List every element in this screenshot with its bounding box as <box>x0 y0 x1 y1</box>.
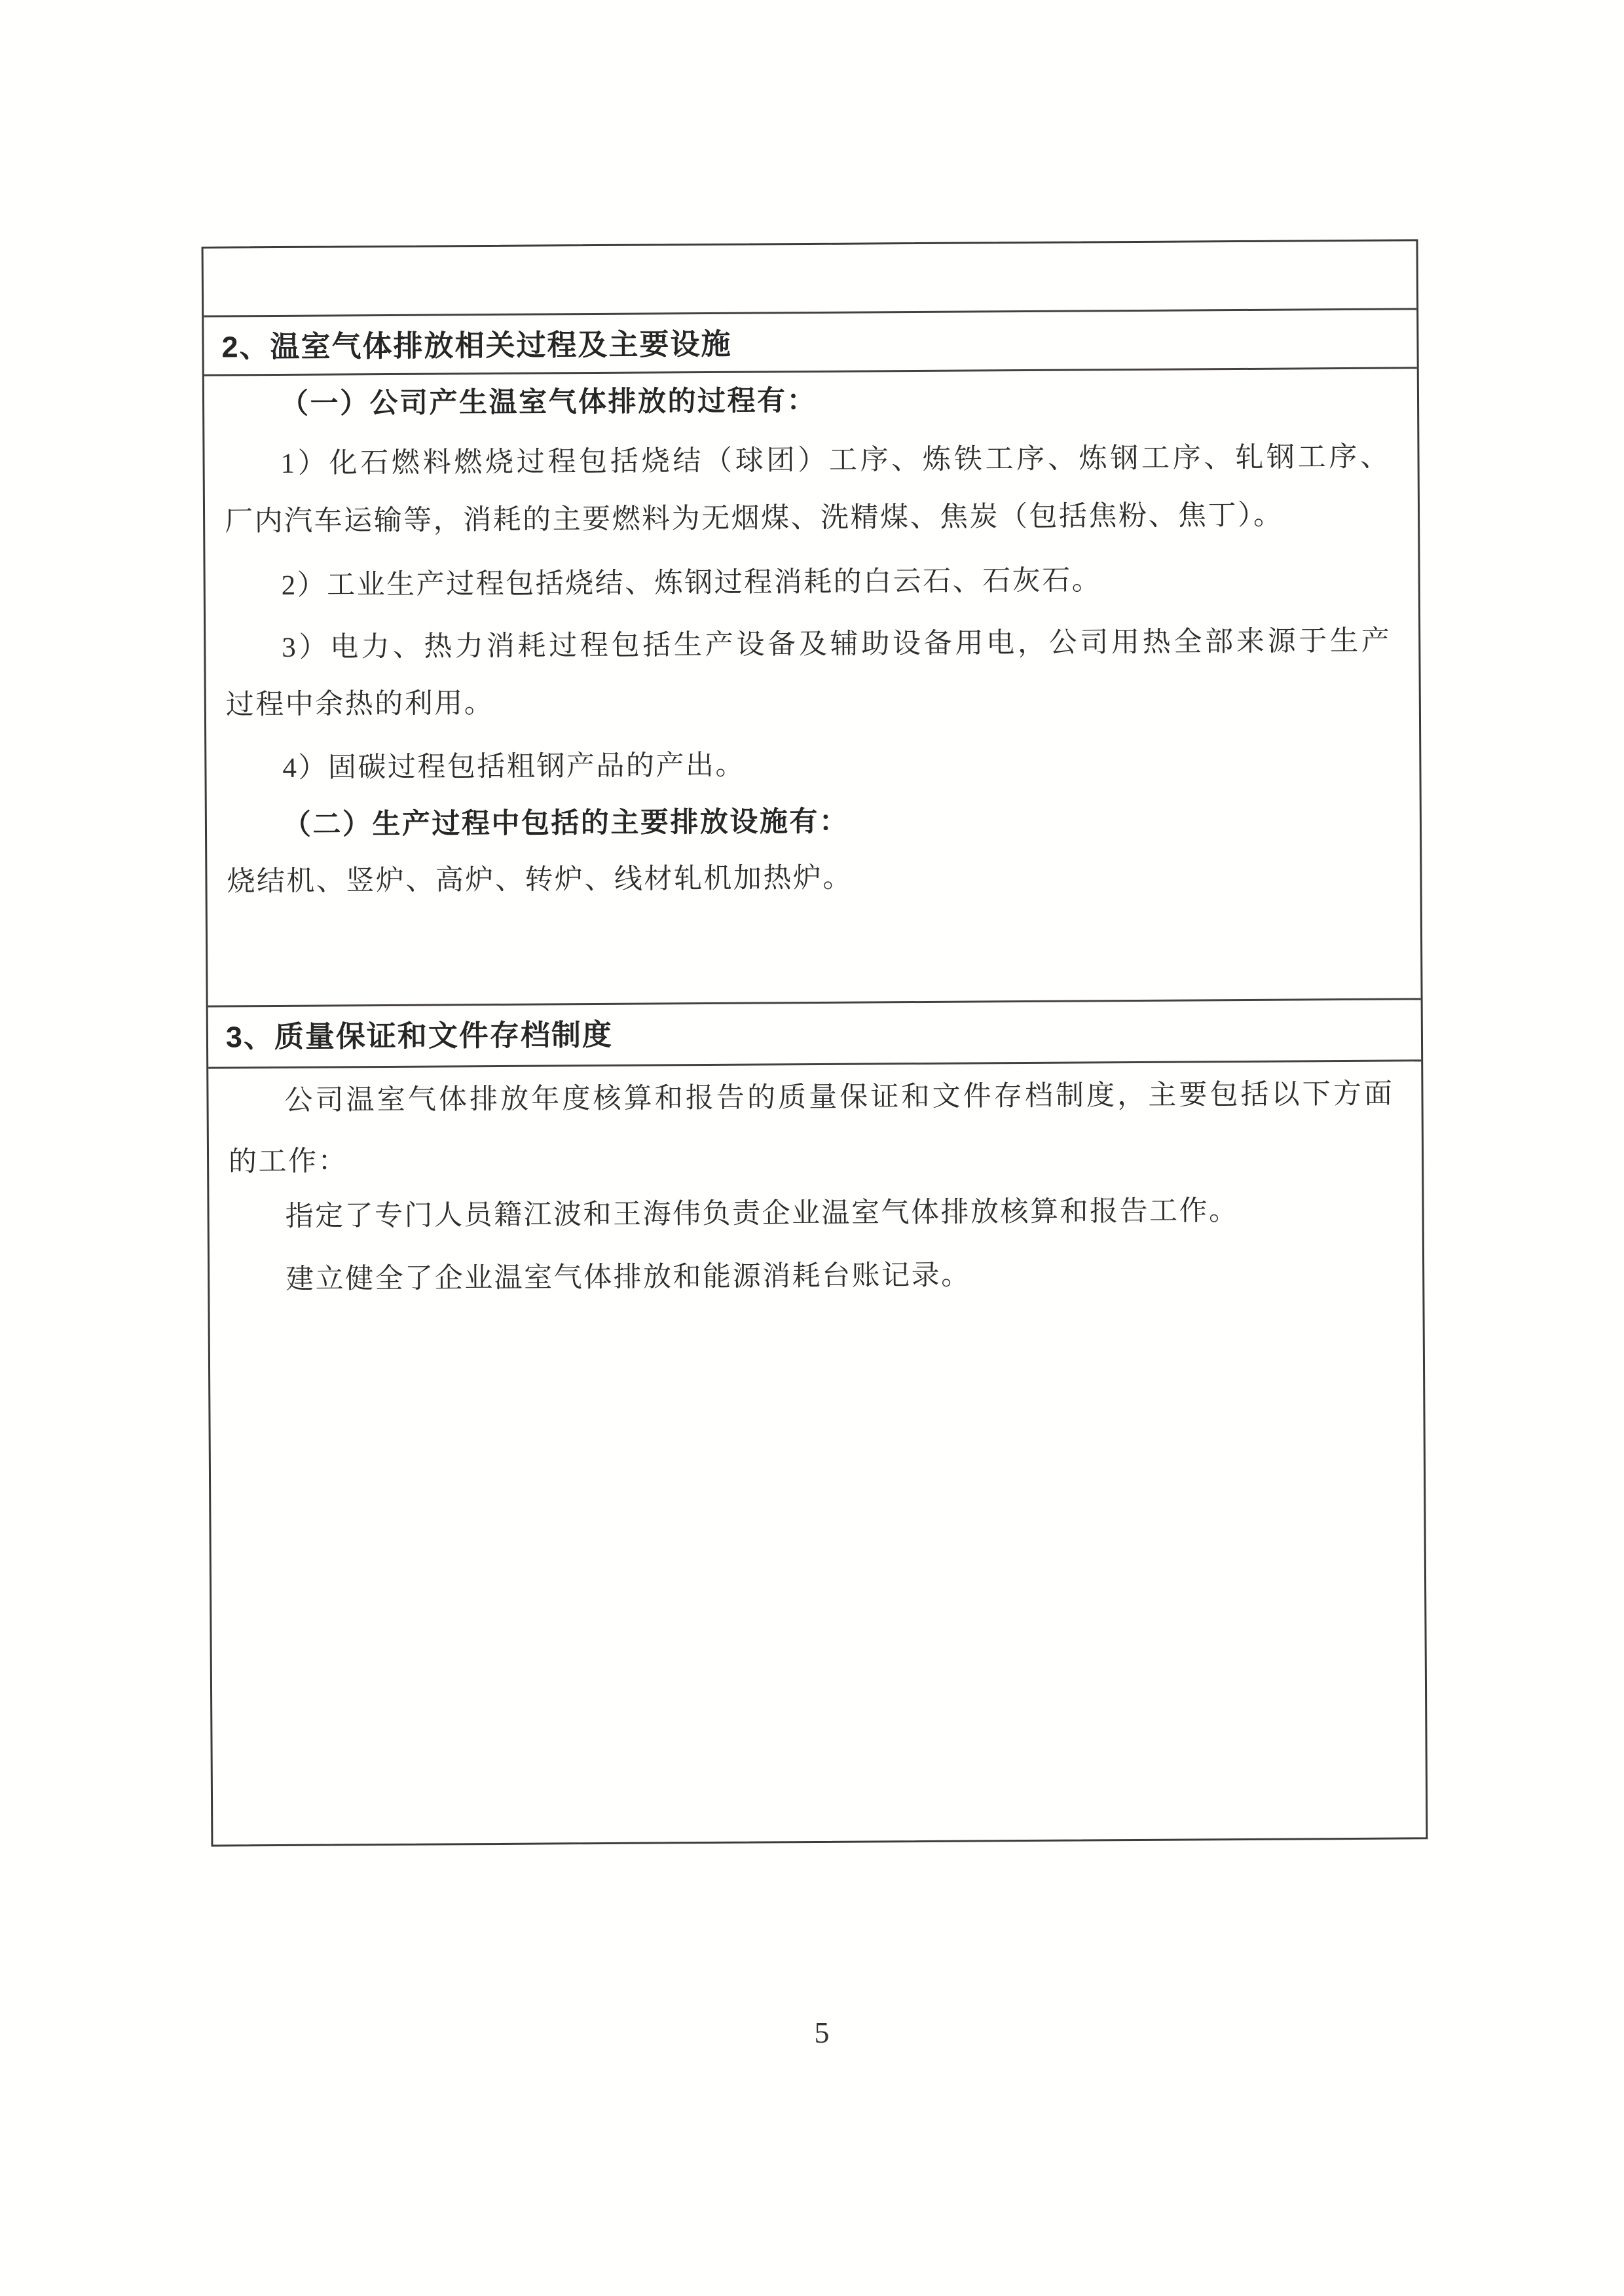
content-line: 指定了专门人员籍江波和王海伟负责企业温室气体排放核算和报告工作。 <box>285 1195 1239 1232</box>
content-line: （一）公司产生温室气体排放的过程有： <box>280 384 817 420</box>
page-number: 5 <box>814 2016 830 2049</box>
content-line: 建立健全了企业温室气体排放和能源消耗台账记录。 <box>286 1260 971 1295</box>
content-line: 3）电力、热力消耗过程包括生产设备及辅助设备用电，公司用热全部来源于生产 <box>282 625 1392 663</box>
section2-title: 2、温室气体排放相关过程及主要设施 <box>221 327 732 364</box>
content-line: 4）固碳过程包括粗钢产品的产出。 <box>282 750 746 784</box>
section2-content-cell <box>204 367 1421 1005</box>
content-line: 的工作： <box>228 1146 348 1178</box>
content-line: 1）化石燃料燃烧过程包括烧结（球团）工序、炼铁工序、炼钢工序、轧钢工序、 <box>280 441 1390 479</box>
empty-cell <box>204 241 1417 315</box>
content-line: （二）生产过程中包括的主要排放设施有： <box>282 805 849 841</box>
content-line: 厂内汽车运输等，消耗的主要燃料为无烟煤、洗精煤、焦炭（包括焦粉、焦丁）。 <box>224 500 1283 538</box>
content-line: 烧结机、竖炉、高炉、转炉、线材轧机加热炉。 <box>227 862 853 898</box>
section2-header-row <box>204 308 1417 374</box>
content-line: 公司温室气体排放年度核算和报告的质量保证和文件存档制度，主要包括以下方面 <box>284 1078 1394 1116</box>
content-line: 过程中余热的利用。 <box>225 687 494 721</box>
content-line: 2）工业生产过程包括烧结、炼钢过程消耗的白云石、石灰石。 <box>281 565 1102 601</box>
section3-header-row <box>208 998 1422 1066</box>
section3-content-cell <box>208 1059 1426 1845</box>
section3-title: 3、质量保证和文件存档制度 <box>225 1017 614 1054</box>
report-table <box>202 239 1428 1846</box>
